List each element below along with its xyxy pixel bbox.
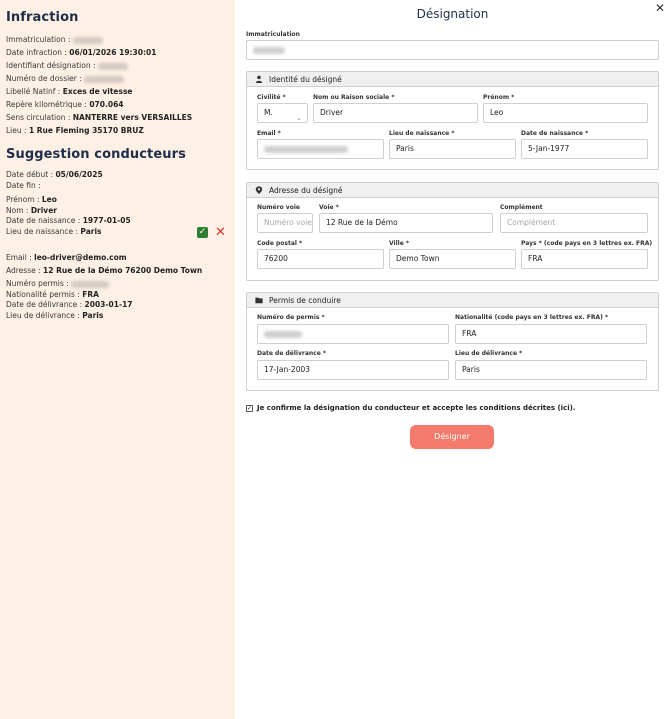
nom-label: Nom ou Raison sociale * — [313, 94, 395, 101]
email-row: Email : leo-driver@demo.com — [6, 253, 127, 262]
prenom-input[interactable]: Leo — [483, 103, 648, 123]
infraction-details — [6, 33, 229, 137]
adresse-row: Adresse : 12 Rue de la Démo 76200 Demo Town — [6, 266, 203, 275]
permis-header — [247, 293, 658, 308]
email-label: Email * — [257, 130, 281, 137]
identite-title: Identité du désigné — [269, 74, 342, 84]
form-title: Désignation — [416, 7, 489, 21]
lieu-deliv-input[interactable]: Paris — [455, 360, 647, 380]
suggestion-panel — [0, 0, 235, 719]
blurred-value — [98, 63, 128, 70]
civilite-select[interactable]: M. ⌄ — [257, 103, 308, 123]
infraction-row: Repère kilométrique : 070.064 — [6, 100, 124, 109]
prenom-label: Prénom * — [483, 94, 515, 101]
confirm-checkbox[interactable]: ✓ — [247, 404, 253, 412]
adresse-header — [247, 183, 658, 198]
blurred-value — [264, 331, 302, 338]
complement-input[interactable]: Complément — [500, 213, 648, 233]
infraction-row: Immatriculation : — [6, 33, 229, 46]
lieu-naissance-label: Lieu de naissance * — [389, 130, 455, 137]
voie-label: Voie * — [319, 204, 339, 211]
cp-label: Code postal * — [257, 240, 303, 247]
folder-icon — [255, 296, 263, 304]
chevron-down-icon: ⌄ — [296, 114, 302, 122]
ville-input[interactable]: Demo Town — [389, 249, 516, 269]
complement-label: Complément — [500, 204, 543, 211]
infraction-row: Libellé Natinf : Exces de vitesse — [6, 87, 133, 96]
civilite-label: Civilité * — [257, 94, 286, 101]
pays-input[interactable]: FRA — [521, 249, 648, 269]
immat-label: Immatriculation — [246, 31, 300, 38]
infraction-title: Infraction — [6, 10, 79, 25]
infraction-row: Lieu : 1 Rue Fleming 35170 BRUZ — [6, 126, 144, 135]
suggestion-title: Suggestion conducteurs — [6, 147, 186, 162]
email-input[interactable] — [257, 139, 384, 159]
designation-form — [235, 0, 670, 719]
infraction-row: Sens circulation : NANTERRE vers VERSAILLES — [6, 113, 193, 122]
lieu-naissance-row: Lieu de naissance : Paris — [6, 226, 102, 236]
close-icon[interactable]: ✕ — [654, 1, 665, 15]
lieu-deliv-label: Lieu de délivrance * — [455, 350, 523, 357]
lieu-delivrance-row: Lieu de délivrance : Paris — [6, 310, 104, 320]
delivrance-row: Date de délivrance : 2003-01-17 — [6, 300, 133, 309]
reject-close-icon[interactable]: ✕ — [215, 225, 226, 240]
nationalite-label: Nationalité (code pays en 3 lettres ex. FRA) * — [455, 314, 609, 321]
permis-title: Permis de conduire — [269, 295, 341, 305]
permis-row: Numéro permis : — [6, 279, 229, 290]
nom-input[interactable]: Driver — [313, 103, 478, 123]
num-permis-label: Numéro de permis * — [257, 314, 325, 321]
confirm-text: Je confirme la désignation du conducteur et accepte les conditions décrites (ici). — [257, 404, 576, 412]
infraction-row: Numéro de dossier : — [6, 72, 229, 85]
immat-input[interactable] — [246, 40, 659, 60]
blurred-value — [73, 37, 103, 44]
naissance-row: Date de naissance : 1977-01-05 — [6, 216, 131, 225]
cp-input[interactable]: 76200 — [257, 249, 384, 269]
pays-label: Pays * (code pays en 3 lettres ex. FRA) — [521, 240, 653, 247]
designer-button[interactable]: Désigner — [410, 425, 494, 449]
date-naissance-label: Date de naissance * — [521, 130, 589, 137]
accept-check-icon[interactable]: ✓ — [198, 227, 207, 237]
blurred-value — [84, 76, 124, 83]
nom-row: Nom : Driver — [6, 205, 57, 215]
user-icon — [255, 75, 263, 83]
date-deliv-label: Date de délivrance * — [257, 350, 327, 357]
infraction-row: Date infraction : 06/01/2026 19:30:01 — [6, 48, 157, 57]
suggestion-actions — [197, 227, 226, 238]
nationalite-row: Nationalité permis : FRA — [6, 289, 99, 299]
date-naissance-input[interactable]: 5-Jan-1977 — [521, 139, 648, 159]
confirm-row — [246, 404, 575, 412]
lieu-naissance-input[interactable]: Paris — [389, 139, 516, 159]
suggestion-details — [6, 170, 229, 321]
blurred-value — [253, 47, 285, 54]
adresse-title: Adresse du désigné — [269, 185, 343, 195]
infraction-row: Identifiant désignation : — [6, 59, 229, 72]
blurred-value — [264, 146, 348, 153]
date-debut-row: Date début : 05/06/2025 — [6, 170, 103, 179]
date-fin-row: Date fin : — [6, 180, 41, 190]
num-voie-label: Numéro voie — [257, 204, 300, 211]
date-deliv-input[interactable]: 17-Jan-2003 — [257, 360, 449, 380]
location-pin-icon — [255, 186, 263, 194]
prenom-row: Prénom : Leo — [6, 195, 57, 204]
num-voie-input[interactable]: Numéro voie — [257, 213, 313, 233]
num-permis-input[interactable] — [257, 324, 449, 344]
ville-label: Ville * — [389, 240, 410, 247]
identite-header — [247, 72, 658, 87]
nationalite-input[interactable]: FRA — [455, 324, 647, 344]
voie-input[interactable]: 12 Rue de la Démo — [319, 213, 493, 233]
blurred-value — [71, 281, 109, 288]
